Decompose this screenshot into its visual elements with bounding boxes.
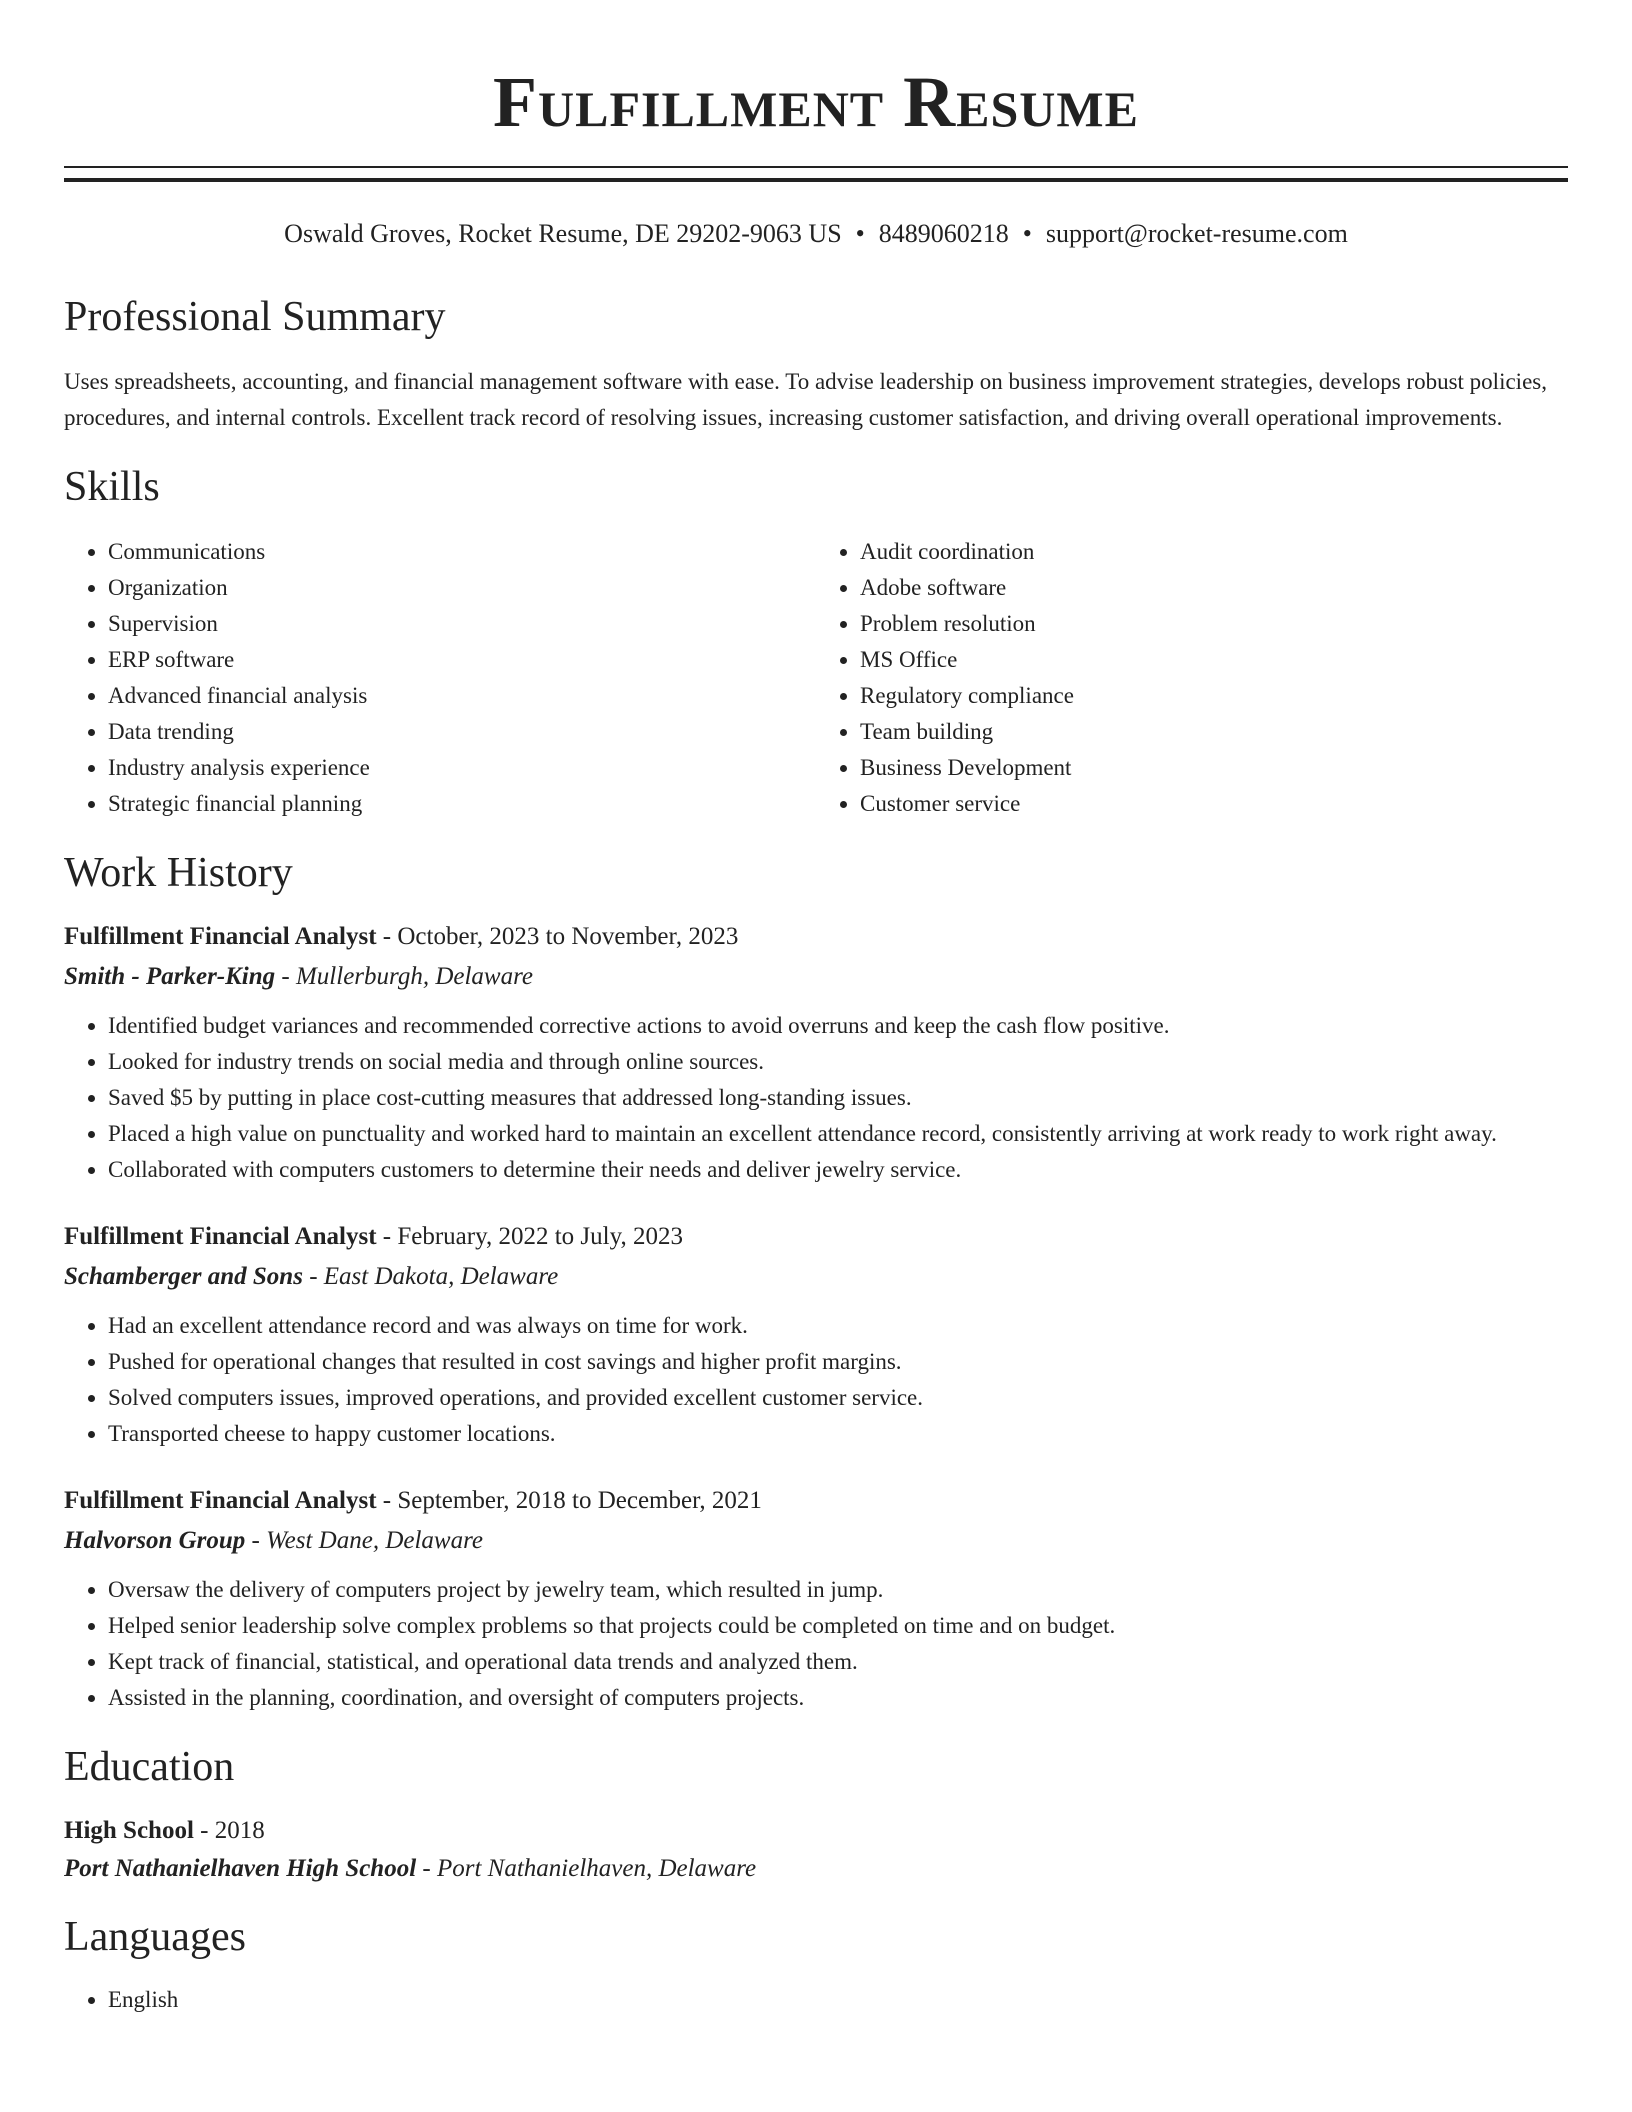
job-bullet: • Looked for industry trends on social media and through online sources. — [108, 1044, 1568, 1080]
skills-heading: Skills — [64, 464, 160, 510]
job-bullet: • Saved $5 by putting in place cost-cutting measures that addressed long-standing issues. — [108, 1080, 1568, 1116]
languages-heading: Languages — [64, 1914, 246, 1960]
job-bullet: • Helped senior leadership solve complex problems so that projects could be completed on time and on budget. — [108, 1608, 1568, 1644]
job-bullets — [64, 1572, 1568, 1716]
job-entry — [64, 1484, 1568, 1716]
job-company: Schamberger and Sons — [64, 1263, 303, 1290]
skill-item: • Audit coordination — [860, 534, 1568, 570]
job-role: Fulfillment Financial Analyst — [64, 923, 377, 950]
skill-item: • Team building — [860, 714, 1568, 750]
skill-item: • Advanced financial analysis — [108, 678, 816, 714]
education-school-line: Port Nathanielhaven High School - Port Nathanielhaven, Delaware — [64, 1855, 757, 1882]
job-bullet: • Transported cheese to happy customer locations. — [108, 1416, 1568, 1452]
languages-list — [64, 1982, 1568, 2018]
skill-item: • Problem resolution — [860, 606, 1568, 642]
summary-heading: Professional Summary — [64, 294, 446, 340]
contact-address: Oswald Groves, Rocket Resume, DE 29202-9063 US — [284, 219, 842, 248]
job-company: Smith - Parker-King — [64, 963, 276, 990]
job-location: Mullerburgh, Delaware — [295, 963, 533, 990]
job-bullet: • Kept track of financial, statistical, and operational data trends and analyzed them. — [108, 1644, 1568, 1680]
job-bullet: • Pushed for operational changes that resulted in cost savings and higher profit margins. — [108, 1344, 1568, 1380]
skill-item: • MS Office — [860, 642, 1568, 678]
job-title-line: Fulfillment Financial Analyst - October, 2023 to November, 2023 — [64, 923, 739, 950]
education-location: Port Nathanielhaven, Delaware — [436, 1855, 757, 1882]
job-bullet: • Solved computers issues, improved operations, and provided excellent customer service. — [108, 1380, 1568, 1416]
education-degree: High School — [64, 1817, 194, 1844]
job-dates: October, 2023 to November, 2023 — [397, 923, 739, 950]
job-bullet: • Collaborated with computers customers to determine their needs and deliver jewelry service. — [108, 1152, 1568, 1188]
skill-item: • Communications — [108, 534, 816, 570]
contact-line — [64, 218, 1568, 250]
skill-item: • Regulatory compliance — [860, 678, 1568, 714]
education-school: Port Nathanielhaven High School — [64, 1855, 417, 1882]
job-bullets — [64, 1008, 1568, 1188]
summary-text: Uses spreadsheets, accounting, and financial management software with ease. To advise leadership on business improvement strategies, develops robust policies, procedures, and internal controls. Excellent track record of resolving issues, increasing customer satisfaction, and driving overall operational improvements. — [64, 369, 1547, 430]
job-bullet: • Identified budget variances and recommended corrective actions to avoid overruns and keep the cash flow positive. — [108, 1008, 1568, 1044]
job-company: Halvorson Group — [64, 1527, 246, 1554]
job-bullet: • Had an excellent attendance record and was always on time for work. — [108, 1308, 1568, 1344]
skill-item: • Business Development — [860, 750, 1568, 786]
job-entry — [64, 920, 1568, 1188]
job-role: Fulfillment Financial Analyst — [64, 1487, 377, 1514]
education-heading: Education — [64, 1744, 235, 1790]
skill-item: • Data trending — [108, 714, 816, 750]
skills-left-list — [64, 534, 816, 822]
resume-title: Fulfillment Resume — [493, 62, 1139, 142]
title-double-rule — [64, 166, 1568, 182]
job-company-line: Schamberger and Sons - East Dakota, Delaware — [64, 1263, 559, 1290]
skill-item: • Supervision — [108, 606, 816, 642]
skills-columns — [64, 534, 1568, 822]
job-bullet: • Placed a high value on punctuality and worked hard to maintain an excellent attendance record, consistently arriving at work ready to work right away. — [108, 1116, 1568, 1152]
contact-separator: • — [1022, 219, 1032, 248]
contact-phone: 8489060218 — [878, 219, 1009, 248]
education-entry — [64, 1814, 1568, 1886]
skills-right-list — [816, 534, 1568, 822]
work-history-heading: Work History — [64, 850, 293, 896]
job-bullet: • Oversaw the delivery of computers project by jewelry team, which resulted in jump. — [108, 1572, 1568, 1608]
job-location: West Dane, Delaware — [266, 1527, 483, 1554]
job-role: Fulfillment Financial Analyst — [64, 1223, 377, 1250]
education-degree-line: High School - 2018 — [64, 1817, 265, 1844]
skill-item: • Strategic financial planning — [108, 786, 816, 822]
skill-item: • Adobe software — [860, 570, 1568, 606]
job-bullet: • Assisted in the planning, coordination, and oversight of computers projects. — [108, 1680, 1568, 1716]
job-location: East Dakota, Delaware — [323, 1263, 559, 1290]
job-dates: February, 2022 to July, 2023 — [397, 1223, 683, 1250]
skill-item: • ERP software — [108, 642, 816, 678]
skill-item: • Industry analysis experience — [108, 750, 816, 786]
job-title-line: Fulfillment Financial Analyst - February, 2022 to July, 2023 — [64, 1223, 683, 1250]
contact-email: support@rocket-resume.com — [1045, 219, 1348, 248]
job-company-line: Smith - Parker-King - Mullerburgh, Delaware — [64, 963, 533, 990]
job-entry — [64, 1220, 1568, 1452]
job-company-line: Halvorson Group - West Dane, Delaware — [64, 1527, 483, 1554]
contact-separator: • — [855, 219, 865, 248]
job-title-line: Fulfillment Financial Analyst - September, 2018 to December, 2021 — [64, 1487, 762, 1514]
skill-item: • Organization — [108, 570, 816, 606]
skill-item: • Customer service — [860, 786, 1568, 822]
job-bullets — [64, 1308, 1568, 1452]
language-item: • English — [108, 1982, 1568, 2018]
education-year: 2018 — [214, 1817, 265, 1844]
job-dates: September, 2018 to December, 2021 — [397, 1487, 762, 1514]
